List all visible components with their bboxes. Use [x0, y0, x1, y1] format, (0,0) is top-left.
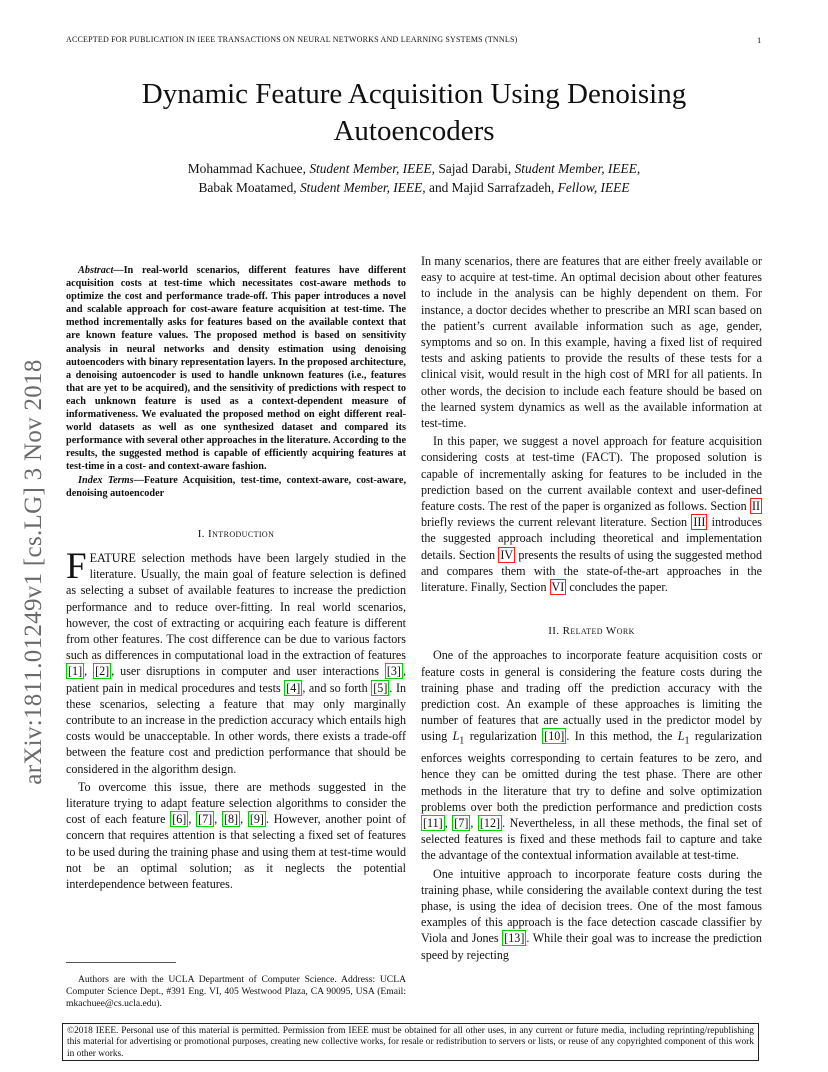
intro-paragraph-3: In many scenarios, there are features that are either freely available or easy to acquire at test-time. An optimal decision about other features to include in the analysis can be highly dependent on them. For instance, a doctor decides whether to prescribe an MRI scan based on the patient’s current available information such as age, gender, symptoms and so on. In this example, having a fixed list of required tests and asking patients to provide the results of these tests for a clinical visit, would result in the high cost of MRI for all patients. In other words, the decision to include each feature should be based on the learned system dynamics as well as the available information at test-time.: [421, 254, 762, 431]
drop-cap: F: [66, 545, 87, 587]
abstract-text: —In real-world scenarios, different features have different acquisition costs at test-time which necessitates cost-aware methods to optimize the cost and performance trade-off. This paper introduces a novel and scalable approach for cost-aware feature acquisition at test-time. The method incrementally asks for features based on the available context that are known feature values. The proposed method is based on sensitivity analysis in neural networks and density estimation using denoising autoencoders with binary representation layers. In the proposed architecture, a denoising autoencoder is used to handle unknown features (i.e., features that are yet to be acquired), and the sensitivity of predictions with respect to each unknown feature is used as a context-dependent measure of informativeness. We evaluated the proposed method on eight different real-world datasets as well as one synthesized dataset and compared its performance with several other approaches in the literature. According to the results, the suggested method is capable of efficiently acquiring features at test-time in a cost- and context-aware fashion.: [66, 265, 406, 473]
citation-link[interactable]: [7]: [454, 815, 469, 830]
citation-link[interactable]: [3]: [386, 664, 401, 679]
section-link[interactable]: III: [693, 515, 706, 530]
author-role: Student Member, IEEE,: [299, 180, 426, 195]
footnote-rule: [66, 962, 176, 963]
author-role: Fellow, IEEE: [557, 180, 630, 195]
citation-link[interactable]: [5]: [373, 680, 388, 695]
citation-link[interactable]: [8]: [223, 812, 239, 827]
section-link[interactable]: II: [751, 499, 760, 514]
abstract: [66, 264, 406, 474]
author-name: Mohammad Kachuee,: [187, 161, 310, 176]
citation-link[interactable]: [13]: [504, 931, 525, 946]
math-symbol: L: [452, 729, 460, 744]
related-paragraph-1: One of the approaches to incorporate feature acquisition costs or feature costs in general is considering the feature costs during the training phase and trading off the prediction accuracy with the prediction cost. An example of these approaches is limiting the number of features that are actually used in the predictor model by using $L_1$ regularization [10] . In this method, the $L_1$ regularization enforces weights corresponding to certain features to be zero, and hence they can be omitted during the test phase. There are other methods in the literature that try to define and solve optimization problems over both the prediction performance and prediction costs [11] , [7] , [12] . Nevertheless, in all these methods, the final set of selected features is fixed and these methods fail to capture and take the advantage of the contextual information available at test-time.: [421, 648, 763, 863]
citation-link[interactable]: [10]: [544, 729, 565, 744]
section-link[interactable]: IV: [500, 547, 514, 562]
right-column: [421, 253, 762, 963]
index-terms-lead: Index Terms: [78, 474, 134, 486]
arxiv-stamp: arXiv:1811.01249v1 [cs.LG] 3 Nov 2018: [20, 359, 47, 785]
paper-title: [64, 76, 764, 150]
intro-paragraph-2: To overcome this issue, there are methods suggested in the literature trying to adapt feature selection algorithms to consider the cost of each feature [6] , [7] , [8] , [9] . However, another point of concern that requires attention is that selecting a fixed set of features to be used during the training phase and using them at test-time would not be an optimal solution; as it neglects the potential interdependence between features.: [66, 779, 407, 891]
intro-paragraph-4: In this paper, we suggest a novel approach for feature acquisition considering costs at test-time (FACT). The proposed solution is capable of incrementally asking for features to be included in the prediction based on the current available context and user-defined feature costs. The rest of the paper is organized as follows. Section II briefly reviews the current relevant literature. Section III introduces the suggested approach including theoretical and implementation details. Section IV presents the results of using the suggested method and compares them with the state-of-the-art approaches in the literature. Finally, Section VI concludes the paper.: [421, 434, 763, 595]
title-line-2: Autoencoders: [333, 115, 495, 147]
index-terms: [66, 474, 406, 500]
author-name: Sajad Darabi,: [435, 161, 515, 176]
math-subscript: 1: [684, 735, 690, 747]
author-name: Babak Moatamed,: [198, 180, 300, 195]
citation-link[interactable]: [1]: [68, 664, 83, 679]
left-column: [66, 264, 406, 892]
copyright-notice: ©2018 IEEE. Personal use of this material is permitted. Permission from IEEE must be obtained for all other uses, in any current or future media, including reprinting/republishing this material for advertising or promotional purposes, creating new collective works, for resale or redistribution to servers or lists, or reuse of any copyrighted component of this work in other works.: [62, 1023, 759, 1061]
citation-link[interactable]: [4]: [286, 680, 301, 695]
author-role: Student Member, IEEE,: [514, 161, 641, 176]
page-number: 1: [757, 35, 762, 45]
section-heading-introduction: I. Introduction: [197, 527, 275, 540]
math-subscript: 1: [459, 735, 465, 747]
author-name: and Majid Sarrafzadeh,: [425, 180, 558, 195]
author-line-2: [64, 178, 764, 197]
running-head: ACCEPTED FOR PUBLICATION IN IEEE TRANSACTIONS ON NEURAL NETWORKS AND LEARNING SYSTEMS (TNNLS): [66, 35, 518, 44]
section-heading-related-work: II. Related Work: [548, 625, 635, 638]
index-terms-text: —Feature Acquisition, test-time, context-aware, cost-aware, denoising autoencoder: [66, 474, 407, 499]
abstract-lead: Abstract: [78, 265, 114, 276]
citation-link[interactable]: [2]: [95, 664, 110, 679]
author-role: Student Member, IEEE,: [309, 161, 435, 176]
author-list: [64, 159, 764, 197]
intro-paragraph-1: FEATURE selection methods have been largely studied in the literature. Usually, the main goal of feature selection is defined as selecting a subset of available features to increase the prediction performance and to reduce over-fitting. In real world scenarios, however, the cost of extracting or acquiring each feature is different from other features. The cost difference can be due to various factors such as differences in computational load in the extraction of features [1] , [2] , user disruptions in computer and user interactions [3] , patient pain in medical procedures and tests [4] , and so forth [5] . In these scenarios, selecting a feature that may only marginally contribute to an increase in the prediction accuracy which entails high costs would be unacceptable. In other words, there exists a trade-off between the feature cost and prediction performance that should be considered in the algorithm design.: [66, 545, 407, 776]
related-paragraph-2: One intuitive approach to incorporate feature costs during the training phase, while considering the available context during the test phase, is using the idea of decision trees. One of the most famous examples of this approach is the face detection cascade classifier by Viola and Jones [13] . While their goal was to increase the prediction speed by rejecting: [421, 866, 762, 962]
citation-link[interactable]: [7]: [198, 812, 213, 827]
citation-link[interactable]: [6]: [172, 812, 187, 827]
citation-link[interactable]: [11]: [423, 815, 443, 830]
author-line-1: [64, 159, 764, 178]
author-footnote: Authors are with the UCLA Department of Computer Science. Address: UCLA Computer Science Dept., #391 Eng. VI, 405 Westwood Plaza, CA 90095, USA (Email: mkachuee@cs.ucla.edu).: [66, 974, 406, 1010]
math-symbol: L: [677, 729, 685, 744]
citation-link[interactable]: [9]: [249, 812, 264, 827]
citation-link[interactable]: [12]: [479, 815, 501, 830]
title-line-1: Dynamic Feature Acquisition Using Denoising: [141, 78, 687, 110]
section-link[interactable]: VI: [551, 580, 565, 595]
